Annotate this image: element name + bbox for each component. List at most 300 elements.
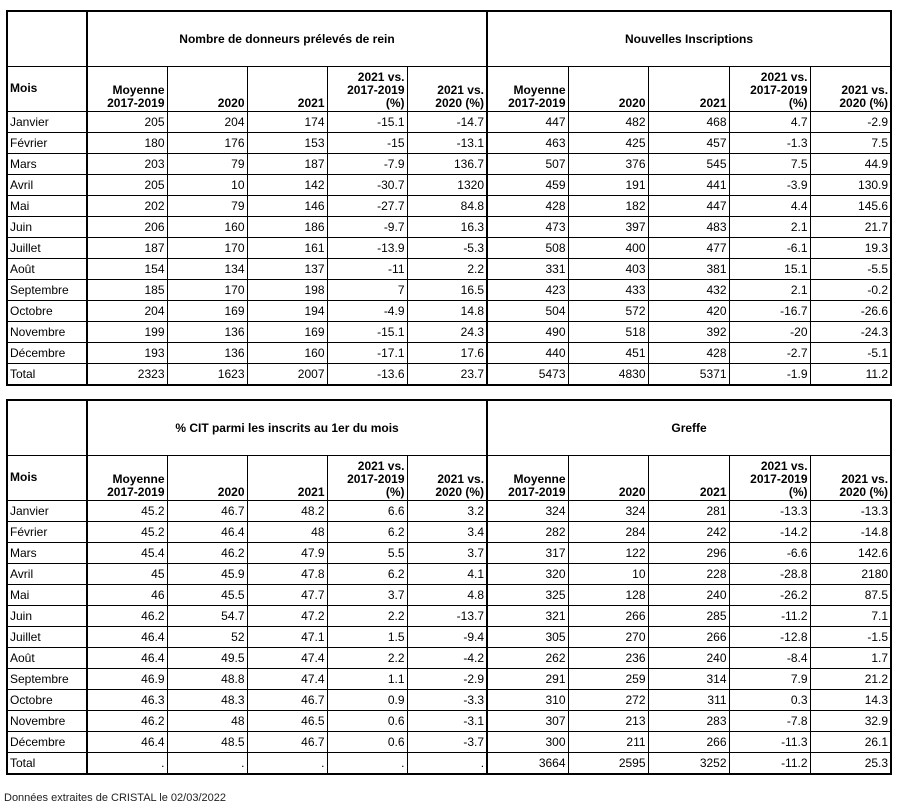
value-cell: 46.3 <box>87 690 167 711</box>
value-cell: -11.2 <box>729 606 810 627</box>
value-cell: 170 <box>167 280 247 301</box>
value-cell: 84.8 <box>407 196 487 217</box>
column-header: 2021 vs. 2020 (%) <box>407 456 487 501</box>
value-cell: 211 <box>568 732 648 753</box>
value-cell: 26.1 <box>810 732 891 753</box>
value-cell: 259 <box>568 669 648 690</box>
value-cell: -15 <box>327 133 407 154</box>
value-cell: 477 <box>648 238 729 259</box>
value-cell: 160 <box>167 217 247 238</box>
value-cell: . <box>247 753 327 775</box>
value-cell: 45.2 <box>87 522 167 543</box>
value-cell: . <box>327 753 407 775</box>
value-cell: 21.2 <box>810 669 891 690</box>
value-cell: 2.2 <box>327 606 407 627</box>
value-cell: 447 <box>487 112 568 133</box>
month-cell: Septembre <box>7 669 87 690</box>
value-cell: 440 <box>487 343 568 364</box>
value-cell: 142 <box>247 175 327 196</box>
value-cell: 169 <box>247 322 327 343</box>
value-cell: 187 <box>87 238 167 259</box>
table-row <box>7 217 891 238</box>
value-cell: 174 <box>247 112 327 133</box>
value-cell: -20 <box>729 322 810 343</box>
month-cell: Juin <box>7 606 87 627</box>
value-cell: 180 <box>87 133 167 154</box>
month-cell: Juillet <box>7 238 87 259</box>
value-cell: 2595 <box>568 753 648 775</box>
value-cell: 4.7 <box>729 112 810 133</box>
column-header: Moyenne 2017-2019 <box>87 456 167 501</box>
value-cell: 47.4 <box>247 669 327 690</box>
table-row <box>7 543 891 564</box>
value-cell: -28.8 <box>729 564 810 585</box>
value-cell: 324 <box>487 501 568 522</box>
value-cell: 7 <box>327 280 407 301</box>
value-cell: 10 <box>568 564 648 585</box>
value-cell: 213 <box>568 711 648 732</box>
value-cell: 3.2 <box>407 501 487 522</box>
value-cell: 508 <box>487 238 568 259</box>
value-cell: 49.5 <box>167 648 247 669</box>
month-cell: Octobre <box>7 690 87 711</box>
month-cell: Mai <box>7 585 87 606</box>
value-cell: 320 <box>487 564 568 585</box>
value-cell: 5473 <box>487 364 568 386</box>
value-cell: 161 <box>247 238 327 259</box>
value-cell: 47.8 <box>247 564 327 585</box>
table-row <box>7 238 891 259</box>
value-cell: -5.5 <box>810 259 891 280</box>
value-cell: -7.8 <box>729 711 810 732</box>
value-cell: -27.7 <box>327 196 407 217</box>
value-cell: 463 <box>487 133 568 154</box>
table-row <box>7 322 891 343</box>
column-header: 2020 <box>568 67 648 112</box>
value-cell: 16.3 <box>407 217 487 238</box>
value-cell: -4.9 <box>327 301 407 322</box>
value-cell: 160 <box>247 343 327 364</box>
value-cell: 7.5 <box>810 133 891 154</box>
value-cell: 314 <box>648 669 729 690</box>
value-cell: 45 <box>87 564 167 585</box>
value-cell: 420 <box>648 301 729 322</box>
value-cell: 291 <box>487 669 568 690</box>
value-cell: -13.1 <box>407 133 487 154</box>
value-cell: 428 <box>648 343 729 364</box>
column-header: 2021 vs. 2020 (%) <box>810 456 891 501</box>
month-cell: Avril <box>7 175 87 196</box>
month-cell: Mars <box>7 154 87 175</box>
table-row <box>7 175 891 196</box>
value-cell: 170 <box>167 238 247 259</box>
column-header: 2021 vs. 2017-2019 (%) <box>729 456 810 501</box>
column-header: 2021 vs. 2017-2019 (%) <box>729 67 810 112</box>
month-cell: Novembre <box>7 711 87 732</box>
value-cell: 46.7 <box>247 690 327 711</box>
value-cell: -30.7 <box>327 175 407 196</box>
value-cell: 236 <box>568 648 648 669</box>
value-cell: 24.3 <box>407 322 487 343</box>
value-cell: 134 <box>167 259 247 280</box>
month-cell: Septembre <box>7 280 87 301</box>
value-cell: . <box>167 753 247 775</box>
value-cell: 204 <box>87 301 167 322</box>
value-cell: 186 <box>247 217 327 238</box>
value-cell: 2.2 <box>327 648 407 669</box>
value-cell: -11.3 <box>729 732 810 753</box>
value-cell: 46.7 <box>247 732 327 753</box>
value-cell: 282 <box>487 522 568 543</box>
value-cell: 2.1 <box>729 280 810 301</box>
table-row <box>7 133 891 154</box>
value-cell: 242 <box>648 522 729 543</box>
value-cell: 381 <box>648 259 729 280</box>
month-cell: Août <box>7 648 87 669</box>
value-cell: -5.3 <box>407 238 487 259</box>
value-cell: 262 <box>487 648 568 669</box>
column-header: 2021 vs. 2020 (%) <box>407 67 487 112</box>
value-cell: 2007 <box>247 364 327 386</box>
table-row <box>7 196 891 217</box>
table-row <box>7 690 891 711</box>
value-cell: 397 <box>568 217 648 238</box>
value-cell: 240 <box>648 585 729 606</box>
value-cell: 6.2 <box>327 522 407 543</box>
column-header: 2021 vs. 2020 (%) <box>810 67 891 112</box>
column-header: Moyenne 2017-2019 <box>487 456 568 501</box>
value-cell: 331 <box>487 259 568 280</box>
value-cell: 325 <box>487 585 568 606</box>
corner-cell <box>7 11 87 67</box>
value-cell: -3.3 <box>407 690 487 711</box>
month-cell: Total <box>7 753 87 775</box>
value-cell: 392 <box>648 322 729 343</box>
value-cell: 423 <box>487 280 568 301</box>
value-cell: 7.9 <box>729 669 810 690</box>
value-cell: 2.1 <box>729 217 810 238</box>
value-cell: 15.1 <box>729 259 810 280</box>
value-cell: 122 <box>568 543 648 564</box>
value-cell: 14.3 <box>810 690 891 711</box>
value-cell: 3.7 <box>327 585 407 606</box>
month-cell: Octobre <box>7 301 87 322</box>
table-row <box>7 522 891 543</box>
value-cell: 447 <box>648 196 729 217</box>
value-cell: -13.6 <box>327 364 407 386</box>
value-cell: 46.2 <box>167 543 247 564</box>
table-row <box>7 753 891 775</box>
group-header: Nombre de donneurs prélevés de rein <box>87 11 487 67</box>
value-cell: 425 <box>568 133 648 154</box>
table-row <box>7 154 891 175</box>
value-cell: 285 <box>648 606 729 627</box>
value-cell: 451 <box>568 343 648 364</box>
value-cell: 54.7 <box>167 606 247 627</box>
value-cell: 128 <box>568 585 648 606</box>
value-cell: 46.4 <box>87 648 167 669</box>
value-cell: 3.7 <box>407 543 487 564</box>
value-cell: -9.7 <box>327 217 407 238</box>
month-cell: Janvier <box>7 112 87 133</box>
value-cell: 3.4 <box>407 522 487 543</box>
value-cell: -15.1 <box>327 322 407 343</box>
column-header: 2021 vs. 2017-2019 (%) <box>327 456 407 501</box>
value-cell: -3.1 <box>407 711 487 732</box>
value-cell: 482 <box>568 112 648 133</box>
value-cell: 4830 <box>568 364 648 386</box>
month-cell: Juin <box>7 217 87 238</box>
value-cell: 48.5 <box>167 732 247 753</box>
month-cell: Février <box>7 522 87 543</box>
column-header: 2021 <box>648 456 729 501</box>
value-cell: 79 <box>167 196 247 217</box>
value-cell: -13.3 <box>729 501 810 522</box>
value-cell: 307 <box>487 711 568 732</box>
value-cell: 311 <box>648 690 729 711</box>
value-cell: 187 <box>247 154 327 175</box>
value-cell: 400 <box>568 238 648 259</box>
value-cell: 266 <box>648 627 729 648</box>
value-cell: 46.5 <box>247 711 327 732</box>
value-cell: 5.5 <box>327 543 407 564</box>
value-cell: 300 <box>487 732 568 753</box>
value-cell: -3.9 <box>729 175 810 196</box>
value-cell: 324 <box>568 501 648 522</box>
value-cell: 185 <box>87 280 167 301</box>
value-cell: 0.6 <box>327 732 407 753</box>
table-row <box>7 669 891 690</box>
value-cell: 182 <box>568 196 648 217</box>
value-cell: 403 <box>568 259 648 280</box>
value-cell: -2.9 <box>810 112 891 133</box>
value-cell: 545 <box>648 154 729 175</box>
value-cell: 228 <box>648 564 729 585</box>
value-cell: 136 <box>167 322 247 343</box>
value-cell: 281 <box>648 501 729 522</box>
value-cell: 154 <box>87 259 167 280</box>
group-header: Nouvelles Inscriptions <box>487 11 891 67</box>
value-cell: 176 <box>167 133 247 154</box>
column-header: Moyenne 2017-2019 <box>87 67 167 112</box>
value-cell: 2.2 <box>407 259 487 280</box>
column-header: 2021 <box>247 456 327 501</box>
column-header: 2020 <box>167 67 247 112</box>
value-cell: 137 <box>247 259 327 280</box>
column-header: Moyenne 2017-2019 <box>487 67 568 112</box>
group-header: Greffe <box>487 400 891 456</box>
value-cell: 194 <box>247 301 327 322</box>
value-cell: 46.4 <box>87 627 167 648</box>
value-cell: 169 <box>167 301 247 322</box>
value-cell: 45.5 <box>167 585 247 606</box>
value-cell: 46.9 <box>87 669 167 690</box>
value-cell: 1320 <box>407 175 487 196</box>
value-cell: 79 <box>167 154 247 175</box>
table-row <box>7 343 891 364</box>
value-cell: 321 <box>487 606 568 627</box>
value-cell: 4.8 <box>407 585 487 606</box>
month-cell: Décembre <box>7 732 87 753</box>
value-cell: 483 <box>648 217 729 238</box>
value-cell: -14.2 <box>729 522 810 543</box>
value-cell: -4.2 <box>407 648 487 669</box>
value-cell: 52 <box>167 627 247 648</box>
value-cell: 296 <box>648 543 729 564</box>
value-cell: 48.8 <box>167 669 247 690</box>
column-header: 2020 <box>167 456 247 501</box>
value-cell: 504 <box>487 301 568 322</box>
value-cell: -8.4 <box>729 648 810 669</box>
value-cell: 46.7 <box>167 501 247 522</box>
month-cell: Août <box>7 259 87 280</box>
value-cell: 191 <box>568 175 648 196</box>
value-cell: -11.2 <box>729 753 810 775</box>
value-cell: 0.6 <box>327 711 407 732</box>
source-note: Données extraites de CRISTAL le 02/03/2022 <box>4 792 226 804</box>
value-cell: . <box>407 753 487 775</box>
value-cell: 3664 <box>487 753 568 775</box>
value-cell: 433 <box>568 280 648 301</box>
table-donneurs-inscriptions <box>6 10 892 386</box>
value-cell: 376 <box>568 154 648 175</box>
table-row <box>7 301 891 322</box>
value-cell: 136.7 <box>407 154 487 175</box>
value-cell: 48 <box>167 711 247 732</box>
value-cell: -5.1 <box>810 343 891 364</box>
value-cell: -0.2 <box>810 280 891 301</box>
value-cell: -16.7 <box>729 301 810 322</box>
month-cell: Total <box>7 364 87 386</box>
value-cell: 48.2 <box>247 501 327 522</box>
value-cell: -9.4 <box>407 627 487 648</box>
value-cell: -6.1 <box>729 238 810 259</box>
value-cell: 2323 <box>87 364 167 386</box>
value-cell: -15.1 <box>327 112 407 133</box>
value-cell: -26.6 <box>810 301 891 322</box>
month-cell: Avril <box>7 564 87 585</box>
value-cell: -6.6 <box>729 543 810 564</box>
value-cell: 7.1 <box>810 606 891 627</box>
value-cell: 14.8 <box>407 301 487 322</box>
value-cell: -12.8 <box>729 627 810 648</box>
value-cell: 46.2 <box>87 711 167 732</box>
value-cell: -1.9 <box>729 364 810 386</box>
value-cell: 473 <box>487 217 568 238</box>
value-cell: 198 <box>247 280 327 301</box>
value-cell: 19.3 <box>810 238 891 259</box>
value-cell: 572 <box>568 301 648 322</box>
table-row <box>7 627 891 648</box>
value-cell: 87.5 <box>810 585 891 606</box>
value-cell: 203 <box>87 154 167 175</box>
value-cell: . <box>87 753 167 775</box>
value-cell: 5371 <box>648 364 729 386</box>
value-cell: -1.3 <box>729 133 810 154</box>
column-header: Mois <box>7 67 87 112</box>
value-cell: 270 <box>568 627 648 648</box>
value-cell: -24.3 <box>810 322 891 343</box>
value-cell: 46 <box>87 585 167 606</box>
month-cell: Mai <box>7 196 87 217</box>
table-row <box>7 585 891 606</box>
value-cell: -14.8 <box>810 522 891 543</box>
value-cell: -2.7 <box>729 343 810 364</box>
month-cell: Juillet <box>7 627 87 648</box>
value-cell: 6.2 <box>327 564 407 585</box>
value-cell: 45.2 <box>87 501 167 522</box>
month-cell: Février <box>7 133 87 154</box>
value-cell: 240 <box>648 648 729 669</box>
value-cell: -13.7 <box>407 606 487 627</box>
value-cell: 136 <box>167 343 247 364</box>
value-cell: 130.9 <box>810 175 891 196</box>
value-cell: 7.5 <box>729 154 810 175</box>
month-cell: Janvier <box>7 501 87 522</box>
group-header: % CIT parmi les inscrits au 1er du mois <box>87 400 487 456</box>
value-cell: 21.7 <box>810 217 891 238</box>
value-cell: -11 <box>327 259 407 280</box>
value-cell: -2.9 <box>407 669 487 690</box>
value-cell: 193 <box>87 343 167 364</box>
value-cell: 25.3 <box>810 753 891 775</box>
column-header: 2021 <box>648 67 729 112</box>
value-cell: 17.6 <box>407 343 487 364</box>
value-cell: 1.7 <box>810 648 891 669</box>
value-cell: 0.3 <box>729 690 810 711</box>
table-row <box>7 259 891 280</box>
value-cell: 432 <box>648 280 729 301</box>
value-cell: 47.7 <box>247 585 327 606</box>
value-cell: 468 <box>648 112 729 133</box>
value-cell: 1623 <box>167 364 247 386</box>
value-cell: 11.2 <box>810 364 891 386</box>
column-header: 2021 vs. 2017-2019 (%) <box>327 67 407 112</box>
table-row <box>7 648 891 669</box>
value-cell: 441 <box>648 175 729 196</box>
value-cell: 47.1 <box>247 627 327 648</box>
table-row <box>7 364 891 386</box>
table-row <box>7 606 891 627</box>
value-cell: 4.1 <box>407 564 487 585</box>
value-cell: 10 <box>167 175 247 196</box>
value-cell: 2180 <box>810 564 891 585</box>
value-cell: 142.6 <box>810 543 891 564</box>
table-row <box>7 711 891 732</box>
value-cell: 305 <box>487 627 568 648</box>
value-cell: -3.7 <box>407 732 487 753</box>
value-cell: 45.9 <box>167 564 247 585</box>
value-cell: 199 <box>87 322 167 343</box>
value-cell: 32.9 <box>810 711 891 732</box>
value-cell: -14.7 <box>407 112 487 133</box>
value-cell: 507 <box>487 154 568 175</box>
month-cell: Novembre <box>7 322 87 343</box>
value-cell: 1.1 <box>327 669 407 690</box>
value-cell: 283 <box>648 711 729 732</box>
value-cell: 6.6 <box>327 501 407 522</box>
table-row <box>7 501 891 522</box>
value-cell: 47.2 <box>247 606 327 627</box>
value-cell: 206 <box>87 217 167 238</box>
value-cell: 204 <box>167 112 247 133</box>
value-cell: 47.4 <box>247 648 327 669</box>
column-header: 2021 <box>247 67 327 112</box>
value-cell: -1.5 <box>810 627 891 648</box>
table-row <box>7 280 891 301</box>
value-cell: 266 <box>648 732 729 753</box>
value-cell: 4.4 <box>729 196 810 217</box>
